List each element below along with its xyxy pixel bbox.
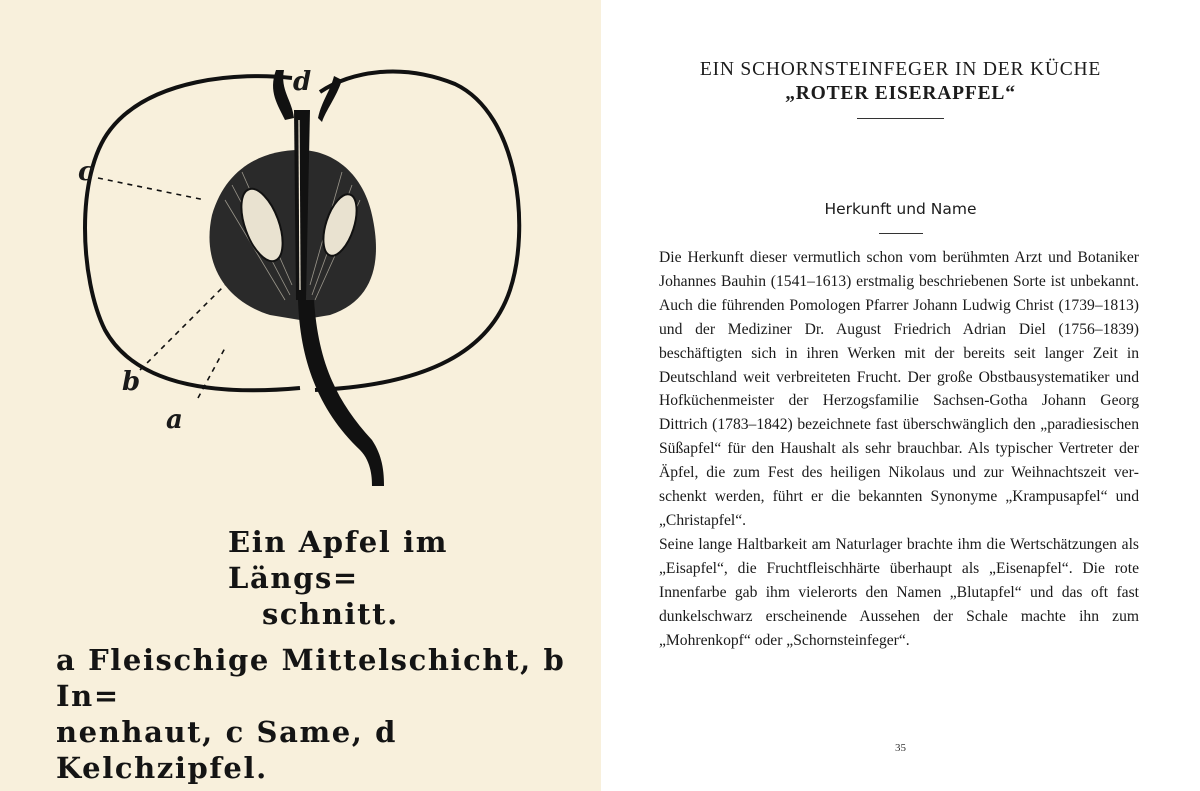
figure-label-c: c	[78, 157, 94, 187]
figure-label-a: a	[166, 405, 183, 435]
leader-lines	[98, 178, 225, 398]
variety-title: „ROTER EISERAPFEL“	[785, 83, 1016, 104]
caption-line-3: a Fleischige Mittelschicht, b In=	[56, 643, 566, 713]
figure-label-d: d	[293, 67, 312, 97]
right-page	[601, 0, 1200, 791]
caption-line-2: schnitt.	[262, 597, 399, 631]
figure-label-b: b	[122, 367, 141, 397]
chapter-title: EIN SCHORNSTEINFEGER IN DER KÜCHE	[699, 59, 1102, 80]
caption-line-1: Ein Apfel im Längs=	[228, 525, 449, 595]
section-heading: Herkunft und Name	[824, 200, 977, 218]
apple-stem	[298, 300, 384, 486]
section-divider	[879, 233, 923, 234]
page-header	[601, 58, 1200, 106]
paragraph: Die Herkunft dieser vermutlich schon vom berühmten Arzt und Botaniker Johannes Bauhin (1541–1613) erstmalig beschriebenen Sorte ist unbekannt. Auch die führenden Pomologen Pfarrer Johann Ludwig Christ (1739–1813) und der Mediziner Dr. August Friedrich Adrian Diel (1756–1839) beschäftigten sich in ihren Werken mit der bereits seit langer Zeit in Deutschland weit verbreiteten Frucht. Der große Obstbausystematiker und Hofküchenmeister der Herzogsfamilie Sachsen-Gotha Johann Georg Dittrich (1783–1842) bezeichnete fast überschwänglich den „paradiesischen Süßapfel“ für den Haushalt als sehr brauchbar. Als typischer Vertreter der Äpfel, die zum Fest des heiligen Nikolaus und zur Weihnachtszeit verschenkt werden, führt er die bekannten Synonyme „Krampusapfel“ und „Christapfel“.	[659, 249, 1139, 529]
page-number: 35	[895, 742, 906, 754]
title-divider	[857, 118, 944, 119]
figure-caption	[56, 524, 576, 786]
body-text	[659, 246, 1139, 652]
calyx-right-lobe	[318, 76, 342, 122]
paragraph: Seine lange Haltbarkeit am Naturlager brachte ihm die Wertschätzungen als „Eisapfel“, die Fruchtfleischhärte überhaupt als „Eisenapfel“. Die rote Innenfarbe gab ihm vielerorts den Namen „Blutapfel“ und das oft fast dunkelschwarz erscheinende Aussehen der Schale machte ihn zum „Mohrenkopf“ oder „Schornsteinfeger“.	[659, 535, 1139, 649]
caption-line-4: nenhaut, c Same, d Kelchzipfel.	[56, 715, 398, 785]
apple-cross-section-illustration	[0, 0, 601, 520]
